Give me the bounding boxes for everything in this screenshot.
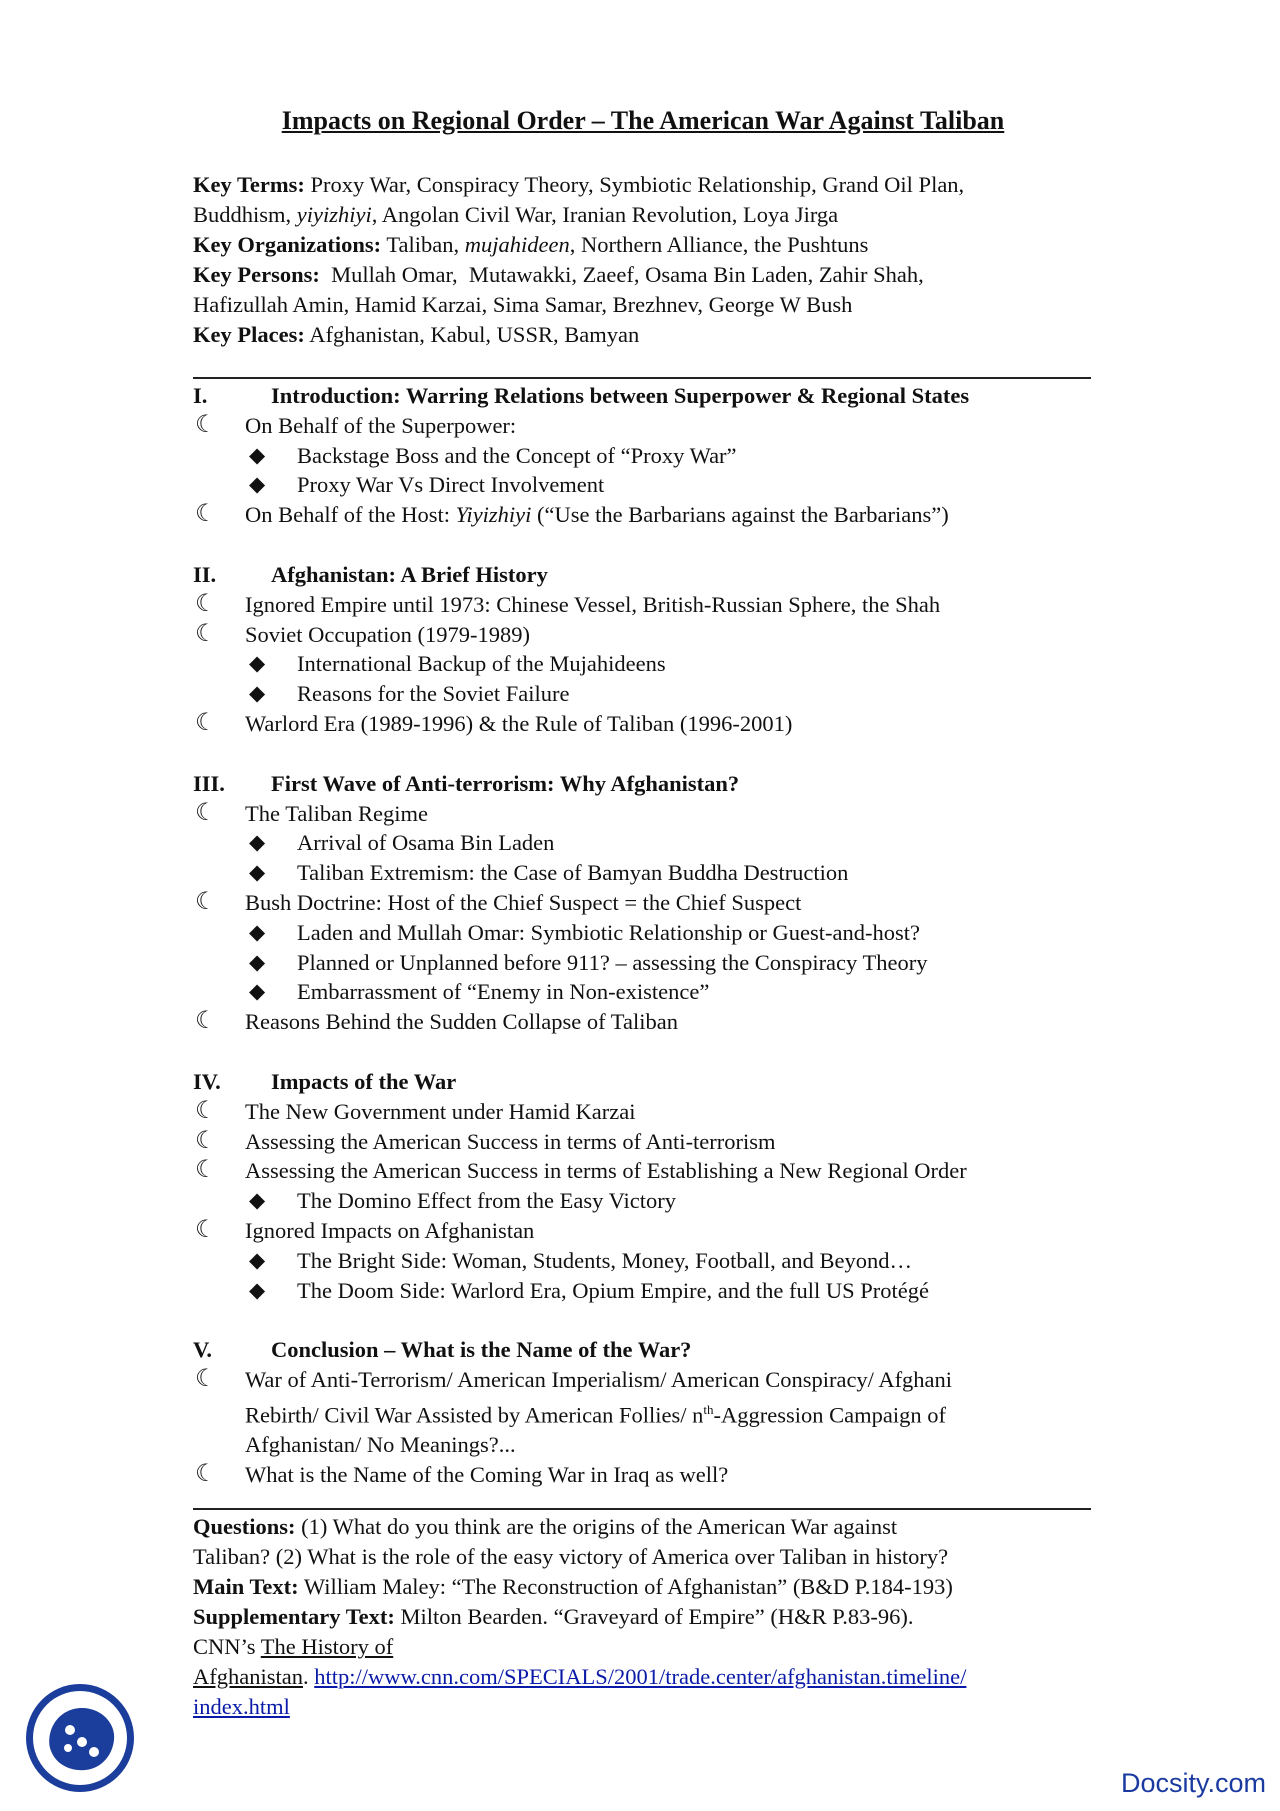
outline-subitem xyxy=(193,858,1093,888)
outline-item-text: -Aggression Campaign of xyxy=(713,1402,946,1428)
key-term-yiyizhiyi: yiyizhiyi xyxy=(296,202,372,227)
outline-subitem xyxy=(193,918,1093,948)
key-persons-label: Key Persons: xyxy=(193,262,320,287)
superscript-th: th xyxy=(703,1401,714,1417)
diamond-bullet-icon: ◆ xyxy=(249,442,266,467)
section-number: V. xyxy=(193,1337,212,1363)
outline-item-text: On Behalf of the Superpower: xyxy=(245,412,517,438)
outline-subitem-text: Embarrassment of “Enemy in Non-existence” xyxy=(297,979,710,1005)
outline-subitem xyxy=(193,1186,1093,1216)
key-terms-line-2 xyxy=(193,200,1093,230)
cnn-title: The History of xyxy=(260,1634,394,1659)
cnn-line-3 xyxy=(193,1692,1093,1722)
cnn-timeline-link[interactable]: http://www.cnn.com/SPECIALS/2001/trade.center/afghanistan.timeline/ xyxy=(314,1664,967,1689)
diamond-bullet-icon: ◆ xyxy=(249,860,266,885)
outline-item-text: Ignored Impacts on Afghanistan xyxy=(245,1217,535,1243)
outline-subitem-text: Reasons for the Soviet Failure xyxy=(297,681,570,707)
section-title: Afghanistan: A Brief History xyxy=(271,561,548,587)
outline-subitem xyxy=(193,441,1093,471)
main-text-ref: William Maley: “The Reconstruction of Afghanistan” (B&D P.184-193) xyxy=(298,1574,953,1599)
key-organizations-line xyxy=(193,230,1093,260)
questions-text-2: Taliban? (2) What is the role of the easy victory of America over Taliban in history? xyxy=(193,1544,949,1569)
outline-item-text: Assessing the American Success in terms of Establishing a New Regional Order xyxy=(245,1158,967,1184)
outline-item-text: Soviet Occupation (1979-1989) xyxy=(245,621,530,647)
crescent-bullet-icon: ☾ xyxy=(195,620,217,647)
outline-subitem-text: Planned or Unplanned before 911? – assessing the Conspiracy Theory xyxy=(297,949,928,975)
crescent-bullet-icon: ☾ xyxy=(195,1157,217,1184)
outline-item-text: Warlord Era (1989-1996) & the Rule of Taliban (1996-2001) xyxy=(245,710,793,736)
cnn-title-2: Afghanistan xyxy=(193,1664,303,1689)
crescent-bullet-icon: ☾ xyxy=(195,501,217,528)
diamond-bullet-icon: ◆ xyxy=(249,919,266,944)
cnn-timeline-link-end[interactable]: index.html xyxy=(193,1694,290,1719)
diamond-bullet-icon: ◆ xyxy=(249,681,266,706)
outline-item-text: Reasons Behind the Sudden Collapse of Taliban xyxy=(245,1009,678,1035)
section-heading xyxy=(193,1335,1093,1365)
outline-subitem-text: International Backup of the Mujahideens xyxy=(297,651,666,677)
crescent-bullet-icon: ☾ xyxy=(195,1127,217,1154)
outline-subitem xyxy=(193,679,1093,709)
outline-subitem xyxy=(193,977,1093,1007)
outline-item xyxy=(193,1007,1093,1037)
outline-subitem-text: The Doom Side: Warlord Era, Opium Empire, and the full US Protégé xyxy=(297,1277,930,1303)
questions-line xyxy=(193,1512,1093,1542)
diamond-bullet-icon: ◆ xyxy=(249,949,266,974)
key-terms-text-3: , Angolan Civil War, Iranian Revolution, Loya Jirga xyxy=(371,202,839,227)
key-persons-line-2 xyxy=(193,290,1093,320)
diamond-bullet-icon: ◆ xyxy=(249,1188,266,1213)
outline-item xyxy=(193,1156,1093,1186)
section-heading xyxy=(193,769,1093,799)
outline-item-text: Bush Doctrine: Host of the Chief Suspect = the Chief Suspect xyxy=(245,889,802,915)
outline-subitem-text: Taliban Extremism: the Case of Bamyan Buddha Destruction xyxy=(297,860,849,886)
outline-item-continuation xyxy=(193,1395,1093,1430)
docsity-logo-icon xyxy=(20,1678,140,1798)
key-terms-line xyxy=(193,170,1093,200)
key-org-mujahideen: mujahideen xyxy=(464,232,570,257)
diamond-bullet-icon: ◆ xyxy=(249,979,266,1004)
key-places-text: Afghanistan, Kabul, USSR, Bamyan xyxy=(304,322,640,347)
key-places-label: Key Places: xyxy=(193,322,305,347)
key-organizations-text: Taliban, xyxy=(381,232,465,257)
questions-text: (1) What do you think are the origins of the American War against xyxy=(295,1514,898,1539)
key-terms-text: Proxy War, Conspiracy Theory, Symbiotic Relationship, Grand Oil Plan, xyxy=(304,172,965,197)
outline-item-text: What is the Name of the Coming War in Iraq as well? xyxy=(245,1462,729,1487)
questions-line-2 xyxy=(193,1542,1093,1572)
document-title: Impacts on Regional Order – The American War Against Taliban xyxy=(281,106,1005,135)
cnn-line-2 xyxy=(193,1662,1093,1692)
diamond-bullet-icon: ◆ xyxy=(249,651,266,676)
outline-subitem-text: The Bright Side: Woman, Students, Money, Football, and Beyond… xyxy=(297,1247,913,1273)
outline-item-text: (“Use the Barbarians against the Barbarians”) xyxy=(531,502,949,528)
outline-item xyxy=(193,411,1093,441)
main-text-line xyxy=(193,1572,1093,1602)
outline-item-text: Afghanistan/ No Meanings?... xyxy=(245,1432,516,1458)
outline-item xyxy=(193,1365,1093,1395)
outline-item-text: The Taliban Regime xyxy=(245,800,428,826)
divider-bottom xyxy=(193,1508,1091,1510)
key-places-line xyxy=(193,320,1093,350)
section-heading xyxy=(193,560,1093,590)
docsity-watermark: Docsity.com xyxy=(1120,1768,1266,1798)
outline-subitem xyxy=(193,948,1093,978)
supplementary-text-ref: Milton Bearden. “Graveyard of Empire” (H&R P.83-96). xyxy=(394,1604,914,1629)
diamond-bullet-icon: ◆ xyxy=(249,830,266,855)
section-title: Conclusion – What is the Name of the War? xyxy=(271,1337,692,1363)
outline-subitem xyxy=(193,1276,1093,1306)
outline-item xyxy=(193,1127,1093,1157)
section-number: IV. xyxy=(193,1068,221,1094)
outline-subitem-text: Backstage Boss and the Concept of “Proxy War” xyxy=(297,442,737,468)
outline-item-text: War of Anti-Terrorism/ American Imperialism/ American Conspiracy/ Afghani xyxy=(245,1367,953,1393)
crescent-bullet-icon: ☾ xyxy=(195,590,217,617)
cnn-line xyxy=(193,1632,1093,1662)
outline-item-text: Rebirth/ Civil War Assisted by American Follies/ n xyxy=(245,1402,704,1428)
crescent-bullet-icon: ☾ xyxy=(195,799,217,826)
outline-subitem-text: The Domino Effect from the Easy Victory xyxy=(297,1188,676,1214)
section-title: Introduction: Warring Relations between Superpower & Regional States xyxy=(271,383,970,408)
section-heading xyxy=(193,1067,1093,1097)
outline-item xyxy=(193,500,1093,530)
outline-item-text: Ignored Empire until 1973: Chinese Vessel, British-Russian Sphere, the Shah xyxy=(245,591,941,617)
outline-subitem-text: Proxy War Vs Direct Involvement xyxy=(297,472,605,498)
outline-item xyxy=(193,1097,1093,1127)
key-organizations-text-2: , Northern Alliance, the Pushtuns xyxy=(569,232,869,257)
outline-item xyxy=(193,620,1093,650)
key-persons-text: Mullah Omar, Mutawakki, Zaeef, Osama Bin Laden, Zahir Shah, xyxy=(319,262,924,287)
diamond-bullet-icon: ◆ xyxy=(249,1277,266,1302)
outline-subitem xyxy=(193,470,1093,500)
outline-item xyxy=(193,1216,1093,1246)
outline-item xyxy=(193,709,1093,739)
supplementary-text-line xyxy=(193,1602,1093,1632)
outline-item-text: On Behalf of the Host: xyxy=(245,502,456,528)
outline-item xyxy=(193,590,1093,620)
outline-item xyxy=(193,799,1093,829)
divider-top xyxy=(193,377,1091,379)
key-persons-text-2: Hafizullah Amin, Hamid Karzai, Sima Samar, Brezhnev, George W Bush xyxy=(193,292,853,317)
footer-block xyxy=(193,1512,1093,1722)
outline-item-italic: Yiyizhiyi xyxy=(455,502,532,528)
outline-item-text: Assessing the American Success in terms of Anti-terrorism xyxy=(245,1128,776,1154)
section-number: III. xyxy=(193,770,225,796)
outline-subitem-text: Arrival of Osama Bin Laden xyxy=(297,830,555,856)
section-title: First Wave of Anti-terrorism: Why Afghanistan? xyxy=(271,770,740,796)
key-organizations-label: Key Organizations: xyxy=(193,232,382,257)
outline-subitem xyxy=(193,828,1093,858)
crescent-bullet-icon: ☾ xyxy=(195,1097,217,1124)
crescent-bullet-icon: ☾ xyxy=(195,888,217,915)
section-title: Impacts of the War xyxy=(271,1068,457,1094)
main-text-label: Main Text: xyxy=(193,1574,299,1599)
diamond-bullet-icon: ◆ xyxy=(249,472,266,497)
key-terms-text-2: Buddhism, xyxy=(193,202,297,227)
key-persons-line xyxy=(193,260,1093,290)
outline-item xyxy=(193,1460,1093,1490)
outline-item xyxy=(193,888,1093,918)
outline-subitem-text: Laden and Mullah Omar: Symbiotic Relationship or Guest-and-host? xyxy=(297,919,921,945)
key-terms-block xyxy=(193,170,1093,350)
crescent-bullet-icon: ☾ xyxy=(195,411,217,438)
section-heading xyxy=(193,381,1093,411)
crescent-bullet-icon: ☾ xyxy=(195,1216,217,1243)
cnn-prefix: CNN’s xyxy=(193,1634,261,1659)
section-number: II. xyxy=(193,561,217,587)
outline xyxy=(193,381,1093,1490)
outline-item-text: The New Government under Hamid Karzai xyxy=(245,1098,636,1124)
section-number: I. xyxy=(193,383,208,408)
crescent-bullet-icon: ☾ xyxy=(195,1008,217,1035)
crescent-bullet-icon: ☾ xyxy=(195,709,217,736)
questions-label: Questions: xyxy=(193,1514,296,1539)
diamond-bullet-icon: ◆ xyxy=(249,1247,266,1272)
supplementary-text-label: Supplementary Text: xyxy=(193,1604,395,1629)
outline-item-continuation xyxy=(193,1430,1093,1460)
outline-subitem xyxy=(193,649,1093,679)
crescent-bullet-icon: ☾ xyxy=(195,1461,217,1487)
crescent-bullet-icon: ☾ xyxy=(195,1366,217,1393)
outline-subitem xyxy=(193,1246,1093,1276)
cnn-separator: . xyxy=(302,1664,315,1689)
key-terms-label: Key Terms: xyxy=(193,172,305,197)
